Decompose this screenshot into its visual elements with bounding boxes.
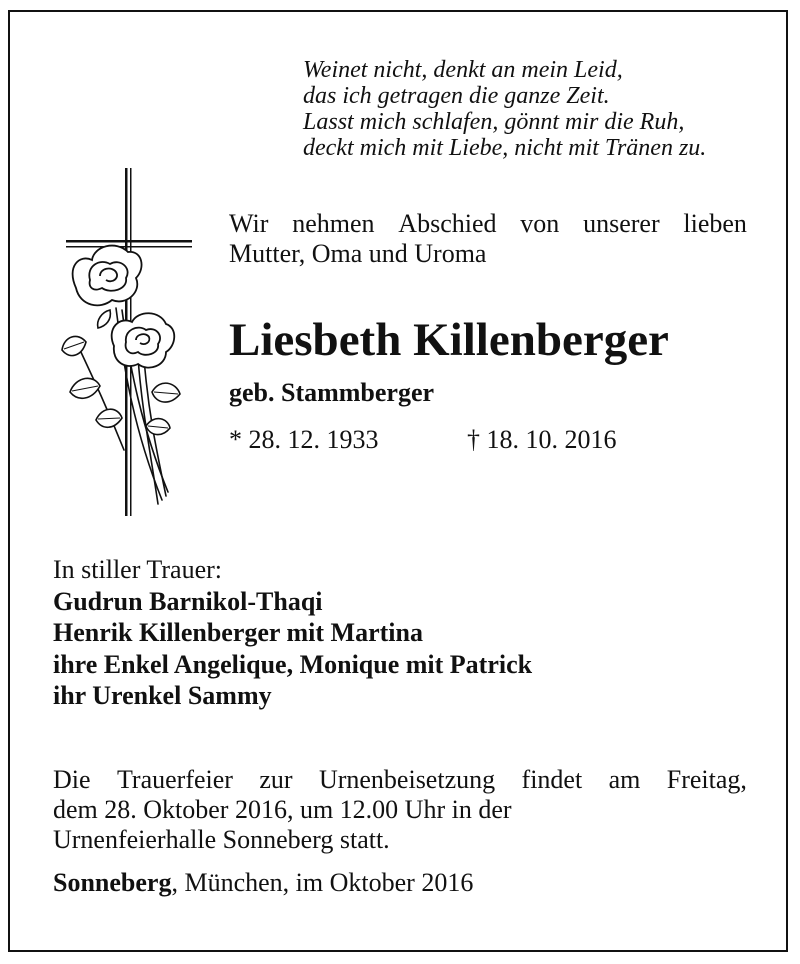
poem-line: Lasst mich schlafen, gönnt mir die Ruh, <box>303 109 685 135</box>
word: unserer <box>583 209 660 238</box>
poem-line: Weinet nicht, denkt an mein Leid, <box>303 57 623 83</box>
poem-line: deckt mich mit Liebe, nicht mit Tränen zu. <box>303 135 707 161</box>
farewell-intro <box>229 209 747 269</box>
mourner-name: Gudrun Barnikol-Thaqi <box>53 586 323 616</box>
word: Trauerfeier <box>116 765 233 794</box>
ceremony-line-2: dem 28. Oktober 2016, um 12.00 Uhr in der <box>53 795 512 824</box>
farewell-line-1 <box>229 209 747 239</box>
birth-date: * 28. 12. 1933 <box>229 425 379 454</box>
signoff <box>53 868 473 898</box>
mourner-name: ihre Enkel Angelique, Monique mit Patrick <box>53 649 533 679</box>
deceased-name: Liesbeth Killenberger <box>229 314 669 366</box>
maiden-name: geb. Stammberger <box>229 378 435 407</box>
mourner-name: Henrik Killenberger mit Martina <box>53 618 423 647</box>
word: Wir <box>229 209 269 238</box>
mourner-name: ihr Urenkel Sammy <box>53 681 272 710</box>
ceremony-line-1 <box>53 765 747 795</box>
word: findet <box>521 765 583 794</box>
word: Die <box>53 765 91 794</box>
mourners-heading: In stiller Trauer: <box>53 555 222 584</box>
poem <box>303 57 706 161</box>
word: lieben <box>683 209 747 238</box>
death-date: † 18. 10. 2016 <box>467 425 617 454</box>
signoff-rest: , München, im Oktober 2016 <box>171 868 474 897</box>
word: Urnenbeisetzung <box>318 765 496 794</box>
word: nehmen <box>292 209 375 238</box>
word: zur <box>259 765 293 794</box>
life-dates <box>229 425 617 455</box>
cross-with-roses-icon <box>50 160 200 522</box>
word: Abschied <box>398 209 497 238</box>
farewell-line-2: Mutter, Oma und Uroma <box>229 239 487 268</box>
word: am <box>608 765 641 794</box>
mourners-list <box>53 554 532 712</box>
ceremony-details <box>53 765 747 855</box>
word: Freitag, <box>666 765 747 794</box>
word: von <box>520 209 560 238</box>
ceremony-line-3: Urnenfeierhalle Sonneberg statt. <box>53 825 390 854</box>
poem-line: das ich getragen die ganze Zeit. <box>303 83 610 109</box>
signoff-place: Sonneberg <box>53 868 172 897</box>
